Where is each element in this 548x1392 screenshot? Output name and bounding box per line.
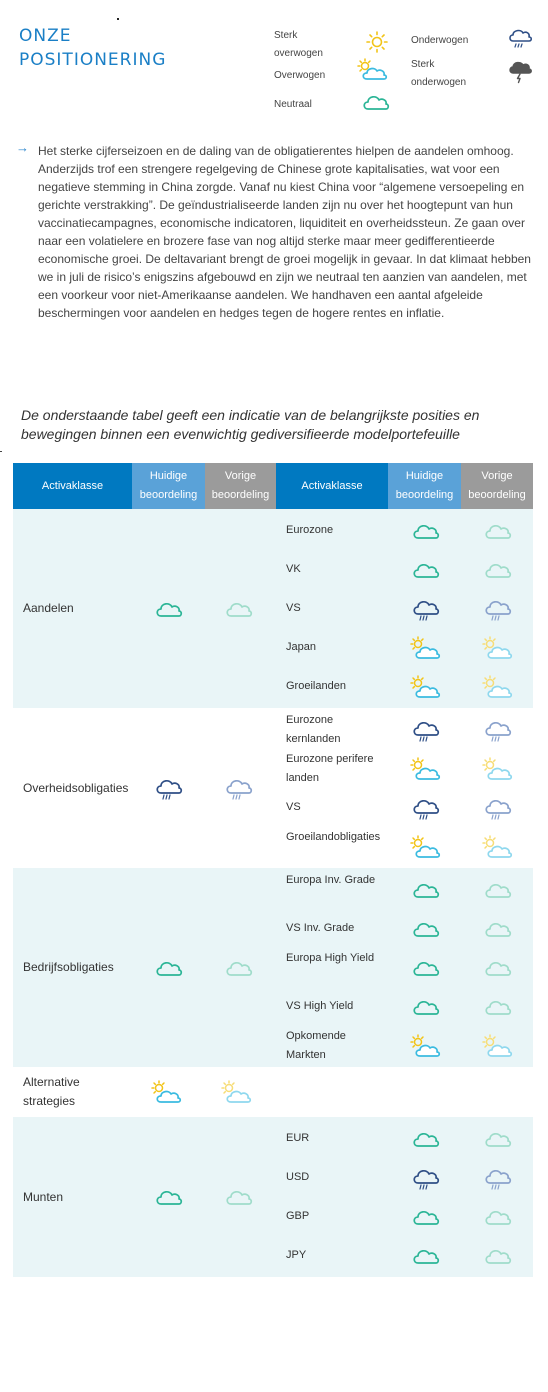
cloud-icon <box>152 596 186 622</box>
sun-cloud-icon <box>409 674 443 700</box>
rain-cloud-icon <box>481 596 515 622</box>
table-row-label: Eurozone <box>286 524 334 536</box>
table-row-label: Groeilanden <box>286 680 346 692</box>
page-title-line-2: POSITIONERING <box>19 50 167 70</box>
cloud-icon <box>409 916 443 942</box>
cloud-icon <box>481 1243 515 1269</box>
sun-cloud-icon <box>409 834 443 860</box>
cloud-icon <box>409 994 443 1020</box>
sun-cloud-icon <box>356 58 390 82</box>
header-previous-right: Vorige beoordeling <box>461 463 533 509</box>
header-previous-left: Vorige beoordeling <box>205 463 276 509</box>
cloud-icon <box>222 1184 256 1210</box>
group-label: Alternative strategies <box>23 1075 80 1108</box>
cloud-icon <box>481 955 515 981</box>
cloud-icon <box>409 1204 443 1230</box>
decorative-dot <box>117 18 119 20</box>
group-label: Aandelen <box>23 601 74 615</box>
intro-paragraph: Het sterke cijferseizoen en de daling van de obligatierentes hielpen de aandelen omhoog. Anderzijds trof een strengere regelgeving de Chinese grote kapitalisaties, wat voor een negatieve stemming in China zorgde. Vanaf nu kiest China voor “algemene versoepeling en gerichte verstrakking”. De geïndustrialiseerde landen zijn nu over het hoogtepunt van hun vaccinatiecampagnes, economische indicatoren, liquiditeit en overheidssteun. Ze gaan over naar een volatielere en brozere fase van nog altijd sterke maar meer gedifferentieerde economische groei. De deltavariant brengt de groei mogelijk in gevaar. In dat klimaat hebben we in juli de risico’s enigszins afgebouwd en zijn we neutraal ten aanzien van aandelen, met een voorkeur voor niet-Amerikaanse aandelen. We handhaven een aantal afgeleide beschermingen voor aandelen en hedges tegen de hogere rentes en inflatie. <box>38 144 531 320</box>
cloud-icon <box>409 877 443 903</box>
page-title <box>19 24 166 72</box>
cloud-icon <box>481 1204 515 1230</box>
page-title-line-1: ONZE <box>19 26 72 46</box>
legend-label-sterk-onderwogen: Sterk onderwogen <box>411 59 467 88</box>
cloud-icon <box>481 1126 515 1152</box>
header-asset-class-left: Activaklasse <box>13 463 132 509</box>
cloud-icon <box>481 877 515 903</box>
legend-label-overwogen: Overwogen <box>274 70 326 81</box>
sun-cloud-icon <box>409 756 443 782</box>
rain-cloud-icon <box>481 795 515 821</box>
rain-cloud-icon <box>409 1165 443 1191</box>
rain-cloud-icon <box>409 795 443 821</box>
table-row-label: Europa Inv. Grade <box>286 873 376 886</box>
cloud-icon <box>409 1126 443 1152</box>
sun-cloud-icon <box>150 1079 184 1105</box>
sun-cloud-icon <box>409 1033 443 1059</box>
sun-cloud-icon <box>481 635 515 661</box>
rain-cloud-icon <box>481 1165 515 1191</box>
sun-cloud-icon <box>409 635 443 661</box>
header-current-left: Huidige beoordeling <box>132 463 205 509</box>
rain-cloud-icon <box>508 28 532 50</box>
cloud-icon <box>152 955 186 981</box>
sun-cloud-icon <box>481 674 515 700</box>
table-row-label: JPY <box>286 1249 307 1261</box>
cloud-icon <box>481 518 515 544</box>
group-label: Overheidsobligaties <box>23 780 129 795</box>
cloud-icon <box>481 994 515 1020</box>
sun-icon <box>364 30 390 54</box>
cloud-icon <box>409 955 443 981</box>
table-row-label: VS <box>286 801 301 813</box>
table-row-label: Japan <box>286 641 316 653</box>
table-row-label: Groeilandobligaties <box>286 830 381 843</box>
cloud-icon <box>409 1243 443 1269</box>
table-row-label: Eurozone kernlanden <box>286 713 341 745</box>
sun-cloud-icon <box>481 756 515 782</box>
group-label: Munten <box>23 1189 64 1204</box>
cloud-icon <box>222 596 256 622</box>
legend-label-sterk-overwogen: Sterk overwogen <box>274 30 323 59</box>
group-label: Bedrijfsobligaties <box>23 960 114 974</box>
rain-cloud-icon <box>222 775 256 801</box>
sun-cloud-icon <box>481 834 515 860</box>
cloud-icon <box>409 557 443 583</box>
margin-mark <box>0 451 2 452</box>
cloud-icon <box>222 955 256 981</box>
table-row-label: Europa High Yield <box>286 951 375 964</box>
cloud-icon <box>481 557 515 583</box>
table-row-label: VS High Yield <box>286 1000 354 1012</box>
table-row-label: VK <box>286 563 301 575</box>
cloud-icon <box>481 916 515 942</box>
table-row-label: Opkomende Markten <box>286 1029 346 1061</box>
sun-cloud-icon <box>220 1079 254 1105</box>
legend-label-neutraal: Neutraal <box>274 99 312 110</box>
cloud-icon <box>152 1184 186 1210</box>
arrow-right-icon: → <box>16 140 29 155</box>
storm-cloud-icon <box>508 60 532 84</box>
table-row-label: GBP <box>286 1210 310 1222</box>
table-row-label: USD <box>286 1171 310 1183</box>
header-current-right: Huidige beoordeling <box>388 463 461 509</box>
cloud-icon <box>409 518 443 544</box>
table-caption: De onderstaande tabel geeft een indicatie van de belangrijkste posities en bewegingen binnen een evenwichtig gediversifieerde modelportefeuille <box>21 407 480 442</box>
header-asset-class-right: Activaklasse <box>276 463 388 509</box>
sun-cloud-icon <box>481 1033 515 1059</box>
table-row-label: VS Inv. Grade <box>286 922 355 934</box>
rain-cloud-icon <box>481 717 515 743</box>
table-row-label: Eurozone perifere landen <box>286 752 374 784</box>
legend-label-onderwogen: Onderwogen <box>411 35 469 46</box>
rain-cloud-icon <box>409 596 443 622</box>
rain-cloud-icon <box>409 717 443 743</box>
cloud-icon <box>362 92 390 112</box>
table-row-label: EUR <box>286 1132 310 1144</box>
table-row-label: VS <box>286 602 301 614</box>
rain-cloud-icon <box>152 775 186 801</box>
